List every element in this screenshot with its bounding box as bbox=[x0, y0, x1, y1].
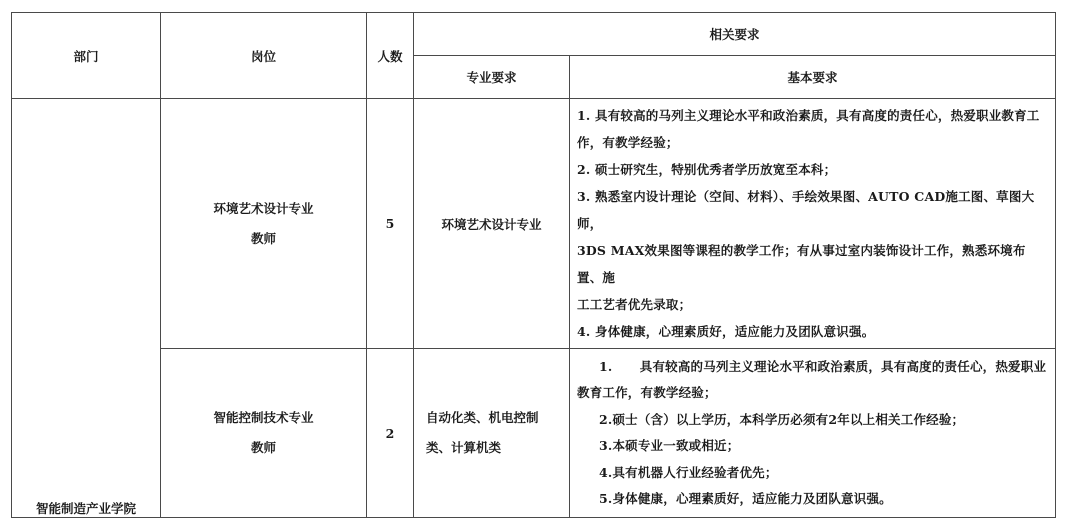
position-name: 环境艺术设计专业 bbox=[213, 200, 314, 216]
major-line: 自动化类、机电控制 bbox=[426, 410, 539, 425]
major-line: 类、计算机类 bbox=[426, 440, 502, 455]
count-cell: 5 bbox=[367, 99, 414, 349]
basic-requirement-cell bbox=[570, 349, 1056, 518]
requirement-line: 工工艺者优先录取； bbox=[577, 297, 692, 312]
requirement-line: 2.硕士（含）以上学历，本科学历必须有2年以上相关工作经验； bbox=[599, 411, 965, 427]
basic-requirement-cell bbox=[570, 99, 1056, 349]
position-cell bbox=[161, 349, 367, 518]
header-count: 人数 bbox=[367, 13, 414, 99]
requirement-line: 1. 具有较高的马列主义理论水平和政治素质，具有高度的责任心，热爱职业 bbox=[599, 358, 1047, 374]
requirement-line: 4.具有机器人行业经验者优先； bbox=[599, 464, 778, 480]
requirement-line: 3DS MAX效果图等课程的教学工作；有从事过室内装饰设计工作，熟悉环境布置、施 bbox=[577, 243, 1026, 285]
major-cell: 环境艺术设计专业 bbox=[414, 99, 570, 349]
header-related-requirements: 相关要求 bbox=[414, 13, 1056, 56]
position-name: 智能控制技术专业 bbox=[213, 410, 314, 425]
requirement-line: 2. 硕士研究生，特别优秀者学历放宽至本科； bbox=[577, 162, 837, 177]
requirement-line: 4. 身体健康，心理素质好，适应能力及团队意识强。 bbox=[577, 324, 875, 339]
requirement-line: 5.身体健康，心理素质好，适应能力及团队意识强。 bbox=[599, 491, 892, 506]
position-cell bbox=[161, 99, 367, 349]
requirement-line: 3.本硕专业一致或相近； bbox=[599, 438, 740, 453]
requirement-line: 3. 熟悉室内设计理论（空间、材料）、手绘效果图、AUTO CAD施工图、草图大师， bbox=[577, 189, 1035, 231]
requirement-line: 教育工作，有教学经验； bbox=[577, 385, 717, 400]
header-department: 部门 bbox=[12, 13, 161, 99]
table-row bbox=[12, 99, 1056, 349]
position-name-suffix: 教师 bbox=[250, 440, 276, 455]
requirement-line: 1. 具有较高的马列主义理论水平和政治素质，具有高度的责任心，热爱职业教育工 bbox=[577, 108, 1040, 123]
count-cell: 2 bbox=[367, 349, 414, 518]
department-cell: 智能制造产业学院 bbox=[12, 99, 161, 518]
header-major-requirement: 专业要求 bbox=[414, 56, 570, 99]
position-name-suffix: 教师 bbox=[250, 230, 276, 246]
table-row bbox=[12, 349, 1056, 518]
header-basic-requirement: 基本要求 bbox=[570, 56, 1056, 99]
header-position: 岗位 bbox=[161, 13, 367, 99]
requirement-line: 作，有教学经验； bbox=[577, 135, 679, 150]
major-cell bbox=[414, 349, 570, 518]
recruitment-table bbox=[11, 12, 1056, 518]
